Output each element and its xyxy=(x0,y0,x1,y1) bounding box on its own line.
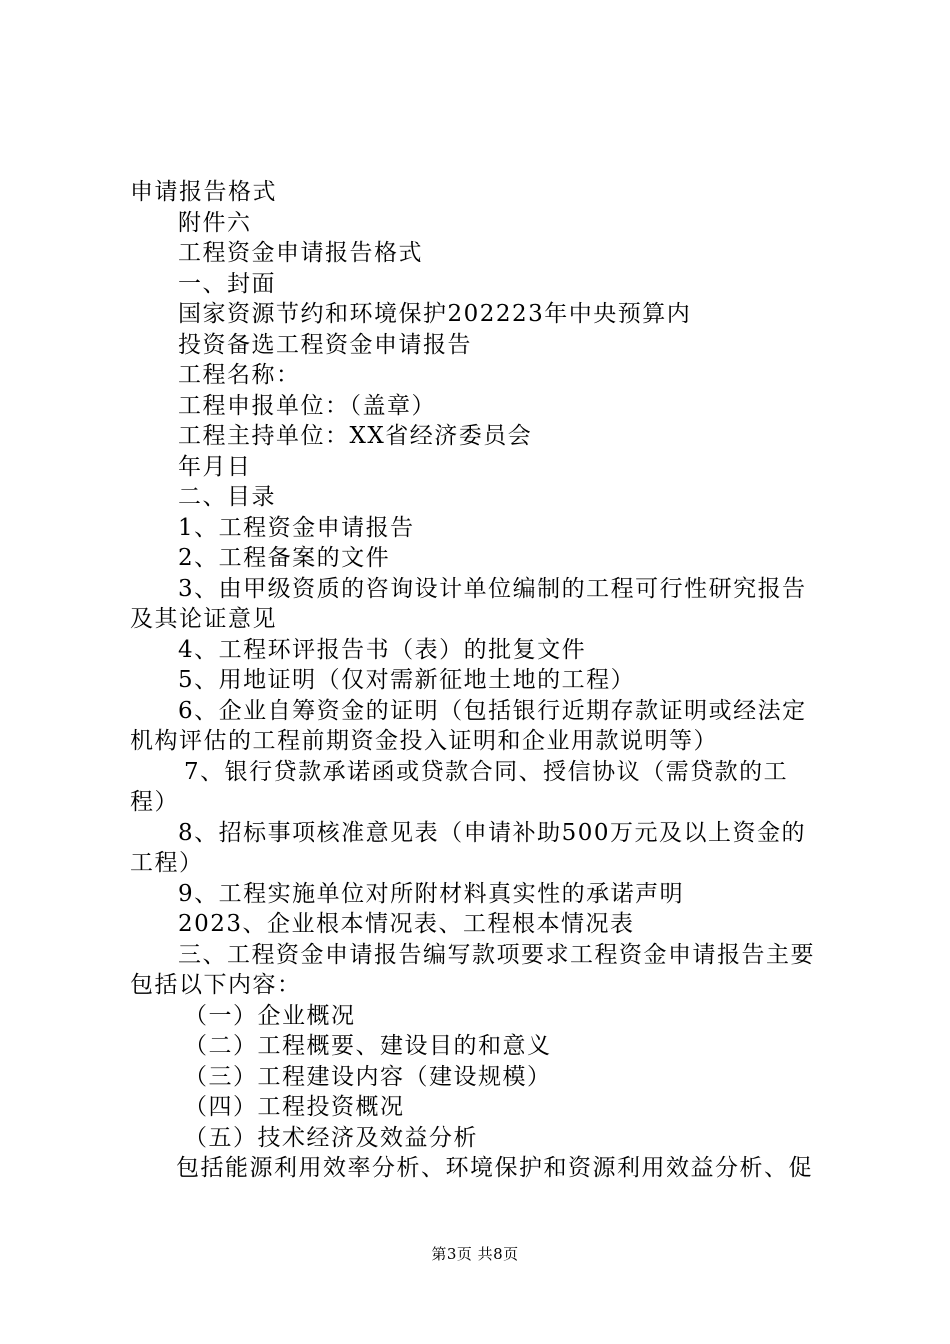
cover-line: 投资备选工程资金申请报告 xyxy=(178,331,472,358)
list-item-continuation: 机构评估的工程前期资金投入证明和企业用款说明等） xyxy=(130,728,718,754)
heading-line: 申请报告格式 xyxy=(130,179,277,205)
list-item: 2、工程备案的文件 xyxy=(178,545,391,571)
document-title: 工程资金申请报告格式 xyxy=(178,240,423,266)
sub-item: （四）工程投资概况 xyxy=(184,1094,405,1120)
cover-line: 工程申报单位：（盖章） xyxy=(178,392,436,419)
cover-line: 国家资源节约和环境保护202223年中央预算内 xyxy=(178,301,692,327)
list-item: 6、企业自筹资金的证明（包括银行近期存款证明或经法定 xyxy=(178,697,807,724)
list-item: 5、用地证明（仅对需新征地土地的工程） xyxy=(178,667,636,693)
list-item-continuation: 工程） xyxy=(130,850,204,876)
paragraph-line: 包括能源利用效率分析、环境保护和资源利用效益分析、促 xyxy=(176,1155,813,1181)
sub-item: （二）工程概要、建设目的和意义 xyxy=(184,1033,552,1059)
section-heading-contents: 二、目录 xyxy=(178,484,276,510)
list-item-continuation: 及其论证意见 xyxy=(130,606,277,632)
page-footer xyxy=(0,1243,950,1264)
list-item-continuation: 程） xyxy=(130,789,179,815)
list-item: 2023、企业根本情况表、工程根本情况表 xyxy=(178,911,635,937)
list-item: 7、银行贷款承诺函或贷款合同、授信协议（需贷款的工 xyxy=(184,758,789,785)
cover-line: 年月日 xyxy=(178,453,252,480)
sub-item: （一）企业概况 xyxy=(184,1002,356,1029)
sub-item: （五）技术经济及效益分析 xyxy=(184,1124,478,1151)
attachment-label: 附件六 xyxy=(178,209,252,236)
sub-item: （三）工程建设内容（建设规模） xyxy=(184,1063,552,1090)
cover-line: 工程名称： xyxy=(178,362,301,388)
section-heading-requirements: 三、工程资金申请报告编写款项要求工程资金申请报告主要 xyxy=(178,941,815,968)
list-item: 9、工程实施单位对所附材料真实性的承诺声明 xyxy=(178,880,685,907)
list-item: 8、招标事项核准意见表（申请补助500万元及以上资金的 xyxy=(178,819,807,846)
page-number-label: 第3页 共8页 xyxy=(431,1245,519,1263)
cover-line: 工程主持单位：XX省经济委员会 xyxy=(178,423,533,449)
paragraph-continuation: 包括以下内容： xyxy=(130,972,302,998)
list-item: 1、工程资金申请报告 xyxy=(178,514,415,541)
document-body xyxy=(130,177,830,1184)
list-item: 3、由甲级资质的咨询设计单位编制的工程可行性研究报告 xyxy=(178,575,807,602)
list-item: 4、工程环评报告书（表）的批复文件 xyxy=(178,636,587,663)
section-heading-cover: 一、封面 xyxy=(178,270,276,297)
